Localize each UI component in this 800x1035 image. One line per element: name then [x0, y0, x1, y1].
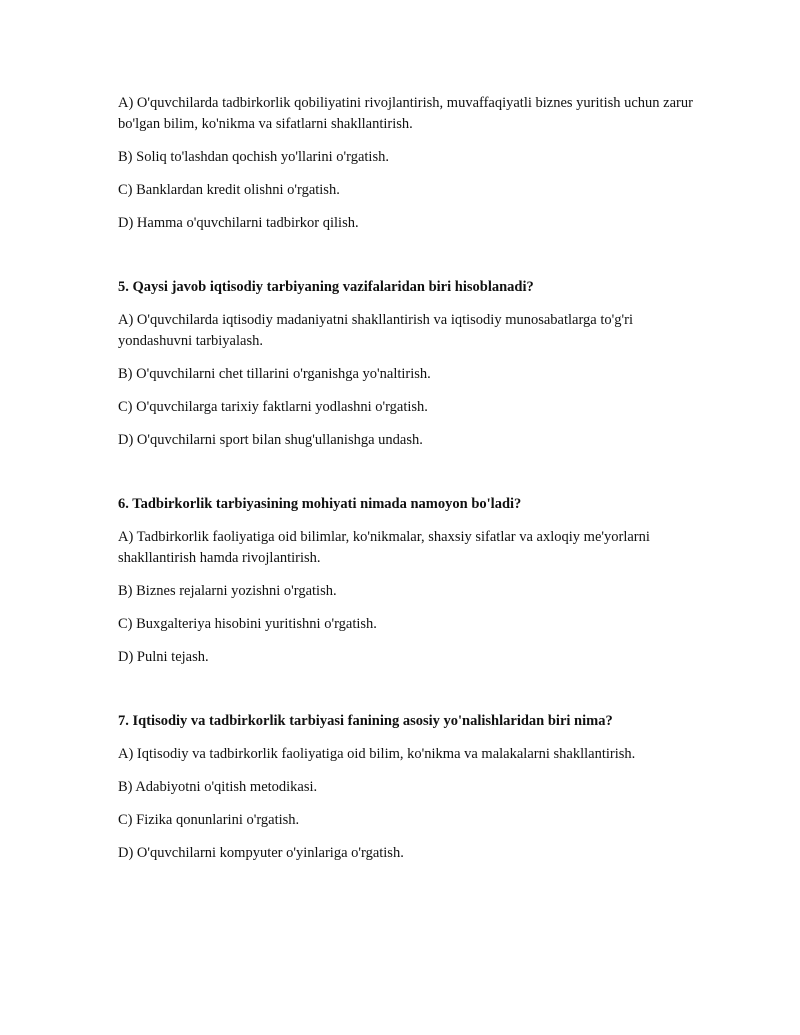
- question-5: [118, 277, 698, 451]
- question-title: 6. Tadbirkorlik tarbiyasining mohiyati nimada namoyon bo'ladi?: [118, 496, 522, 512]
- option-b: B) Soliq to'lashdan qochish yo'llarini o'rgatish.: [118, 149, 389, 165]
- document-page: [118, 93, 698, 876]
- option-d: D) O'quvchilarni kompyuter o'yinlariga o'rgatish.: [118, 845, 404, 861]
- option-b: B) O'quvchilarni chet tillarini o'rganishga yo'naltirish.: [118, 366, 431, 382]
- option-d: D) Hamma o'quvchilarni tadbirkor qilish.: [118, 215, 359, 231]
- option-c: C) Banklardan kredit olishni o'rgatish.: [118, 182, 340, 198]
- spacer: [118, 246, 698, 277]
- spacer: [118, 680, 698, 711]
- option-b: B) Biznes rejalarni yozishni o'rgatish.: [118, 583, 337, 599]
- question-4-continuation: [118, 93, 698, 234]
- question-6: [118, 494, 698, 668]
- option-d: D) O'quvchilarni sport bilan shug'ullanishga undash.: [118, 432, 423, 448]
- option-a: A) O'quvchilarda tadbirkorlik qobiliyatini rivojlantirish, muvaffaqiyatli biznes yuritish uchun zarur bo'lgan bilim, ko'nikma va sifatlarni shakllantirish.: [118, 95, 693, 132]
- spacer: [118, 463, 698, 494]
- option-a: A) Tadbirkorlik faoliyatiga oid bilimlar, ko'nikmalar, shaxsiy sifatlar va axloqiy me'yorlarni shakllantirish hamda rivojlantirish.: [118, 529, 650, 566]
- question-title: 7. Iqtisodiy va tadbirkorlik tarbiyasi fanining asosiy yo'nalishlaridan biri nima?: [118, 713, 613, 729]
- option-b: B) Adabiyotni o'qitish metodikasi.: [118, 779, 318, 795]
- option-a: A) O'quvchilarda iqtisodiy madaniyatni shakllantirish va iqtisodiy munosabatlarga to'g'ri yondashuvni tarbiyalash.: [118, 312, 633, 349]
- question-title: 5. Qaysi javob iqtisodiy tarbiyaning vazifalaridan biri hisoblanadi?: [118, 279, 534, 295]
- question-7: [118, 711, 698, 864]
- option-c: C) Buxgalteriya hisobini yuritishni o'rgatish.: [118, 616, 377, 632]
- option-c: C) Fizika qonunlarini o'rgatish.: [118, 812, 300, 828]
- option-a: A) Iqtisodiy va tadbirkorlik faoliyatiga oid bilim, ko'nikma va malakalarni shakllantirish.: [118, 746, 636, 762]
- option-c: C) O'quvchilarga tarixiy faktlarni yodlashni o'rgatish.: [118, 399, 428, 415]
- option-d: D) Pulni tejash.: [118, 649, 209, 665]
